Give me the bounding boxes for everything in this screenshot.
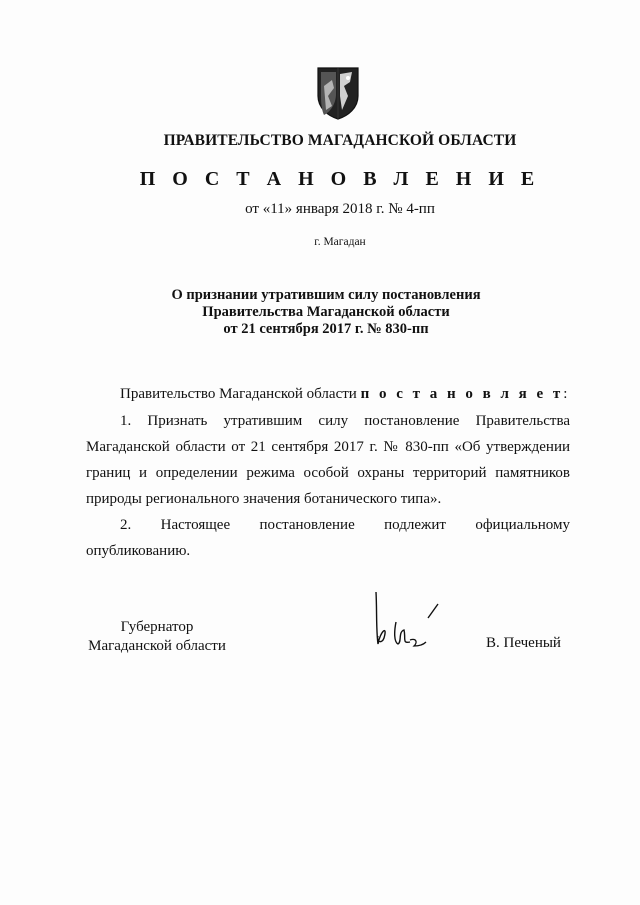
heading-line-2: Правительства Магаданской области bbox=[202, 304, 450, 320]
document-type-title: П О С Т А Н О В Л Е Н И Е bbox=[139, 168, 541, 190]
magadan-coat-of-arms-icon bbox=[316, 66, 360, 120]
document-city: г. Магадан bbox=[314, 236, 366, 248]
intro-verb: п о с т а н о в л я е т bbox=[360, 386, 564, 402]
resolution-item-2-continued: опубликованию. bbox=[86, 543, 191, 559]
handwritten-signature-icon bbox=[368, 582, 448, 654]
resolution-intro bbox=[120, 386, 567, 403]
government-title: ПРАВИТЕЛЬСТВО МАГАДАНСКОЙ ОБЛАСТИ bbox=[163, 132, 517, 149]
document-date-number: от «11» января 2018 г. № 4-пп bbox=[245, 201, 435, 217]
signatory-position-line-2: Магаданской области bbox=[88, 638, 226, 654]
signatory-name: В. Печеный bbox=[486, 635, 561, 651]
intro-prefix: Правительство Магаданской области bbox=[120, 386, 357, 402]
resolution-item-1: 1. Признать утратившим силу постановление Правительства Магаданской области от 21 сентября 2017 г. № 830-пп «Об утверждении границ и определении режима особой охраны территорий памятников природы регионального значения ботанического типа». bbox=[86, 413, 570, 507]
resolution-item-2: 2. Настоящее постановление подлежит официальному bbox=[120, 517, 570, 533]
heading-line-3: от 21 сентября 2017 г. № 830-пп bbox=[223, 321, 429, 337]
intro-suffix: : bbox=[563, 386, 568, 402]
heading-line-1: О признании утратившим силу постановления bbox=[171, 287, 481, 303]
signatory-position bbox=[86, 618, 228, 656]
signatory-position-line-1: Губернатор bbox=[120, 619, 194, 635]
document-heading bbox=[0, 287, 640, 338]
